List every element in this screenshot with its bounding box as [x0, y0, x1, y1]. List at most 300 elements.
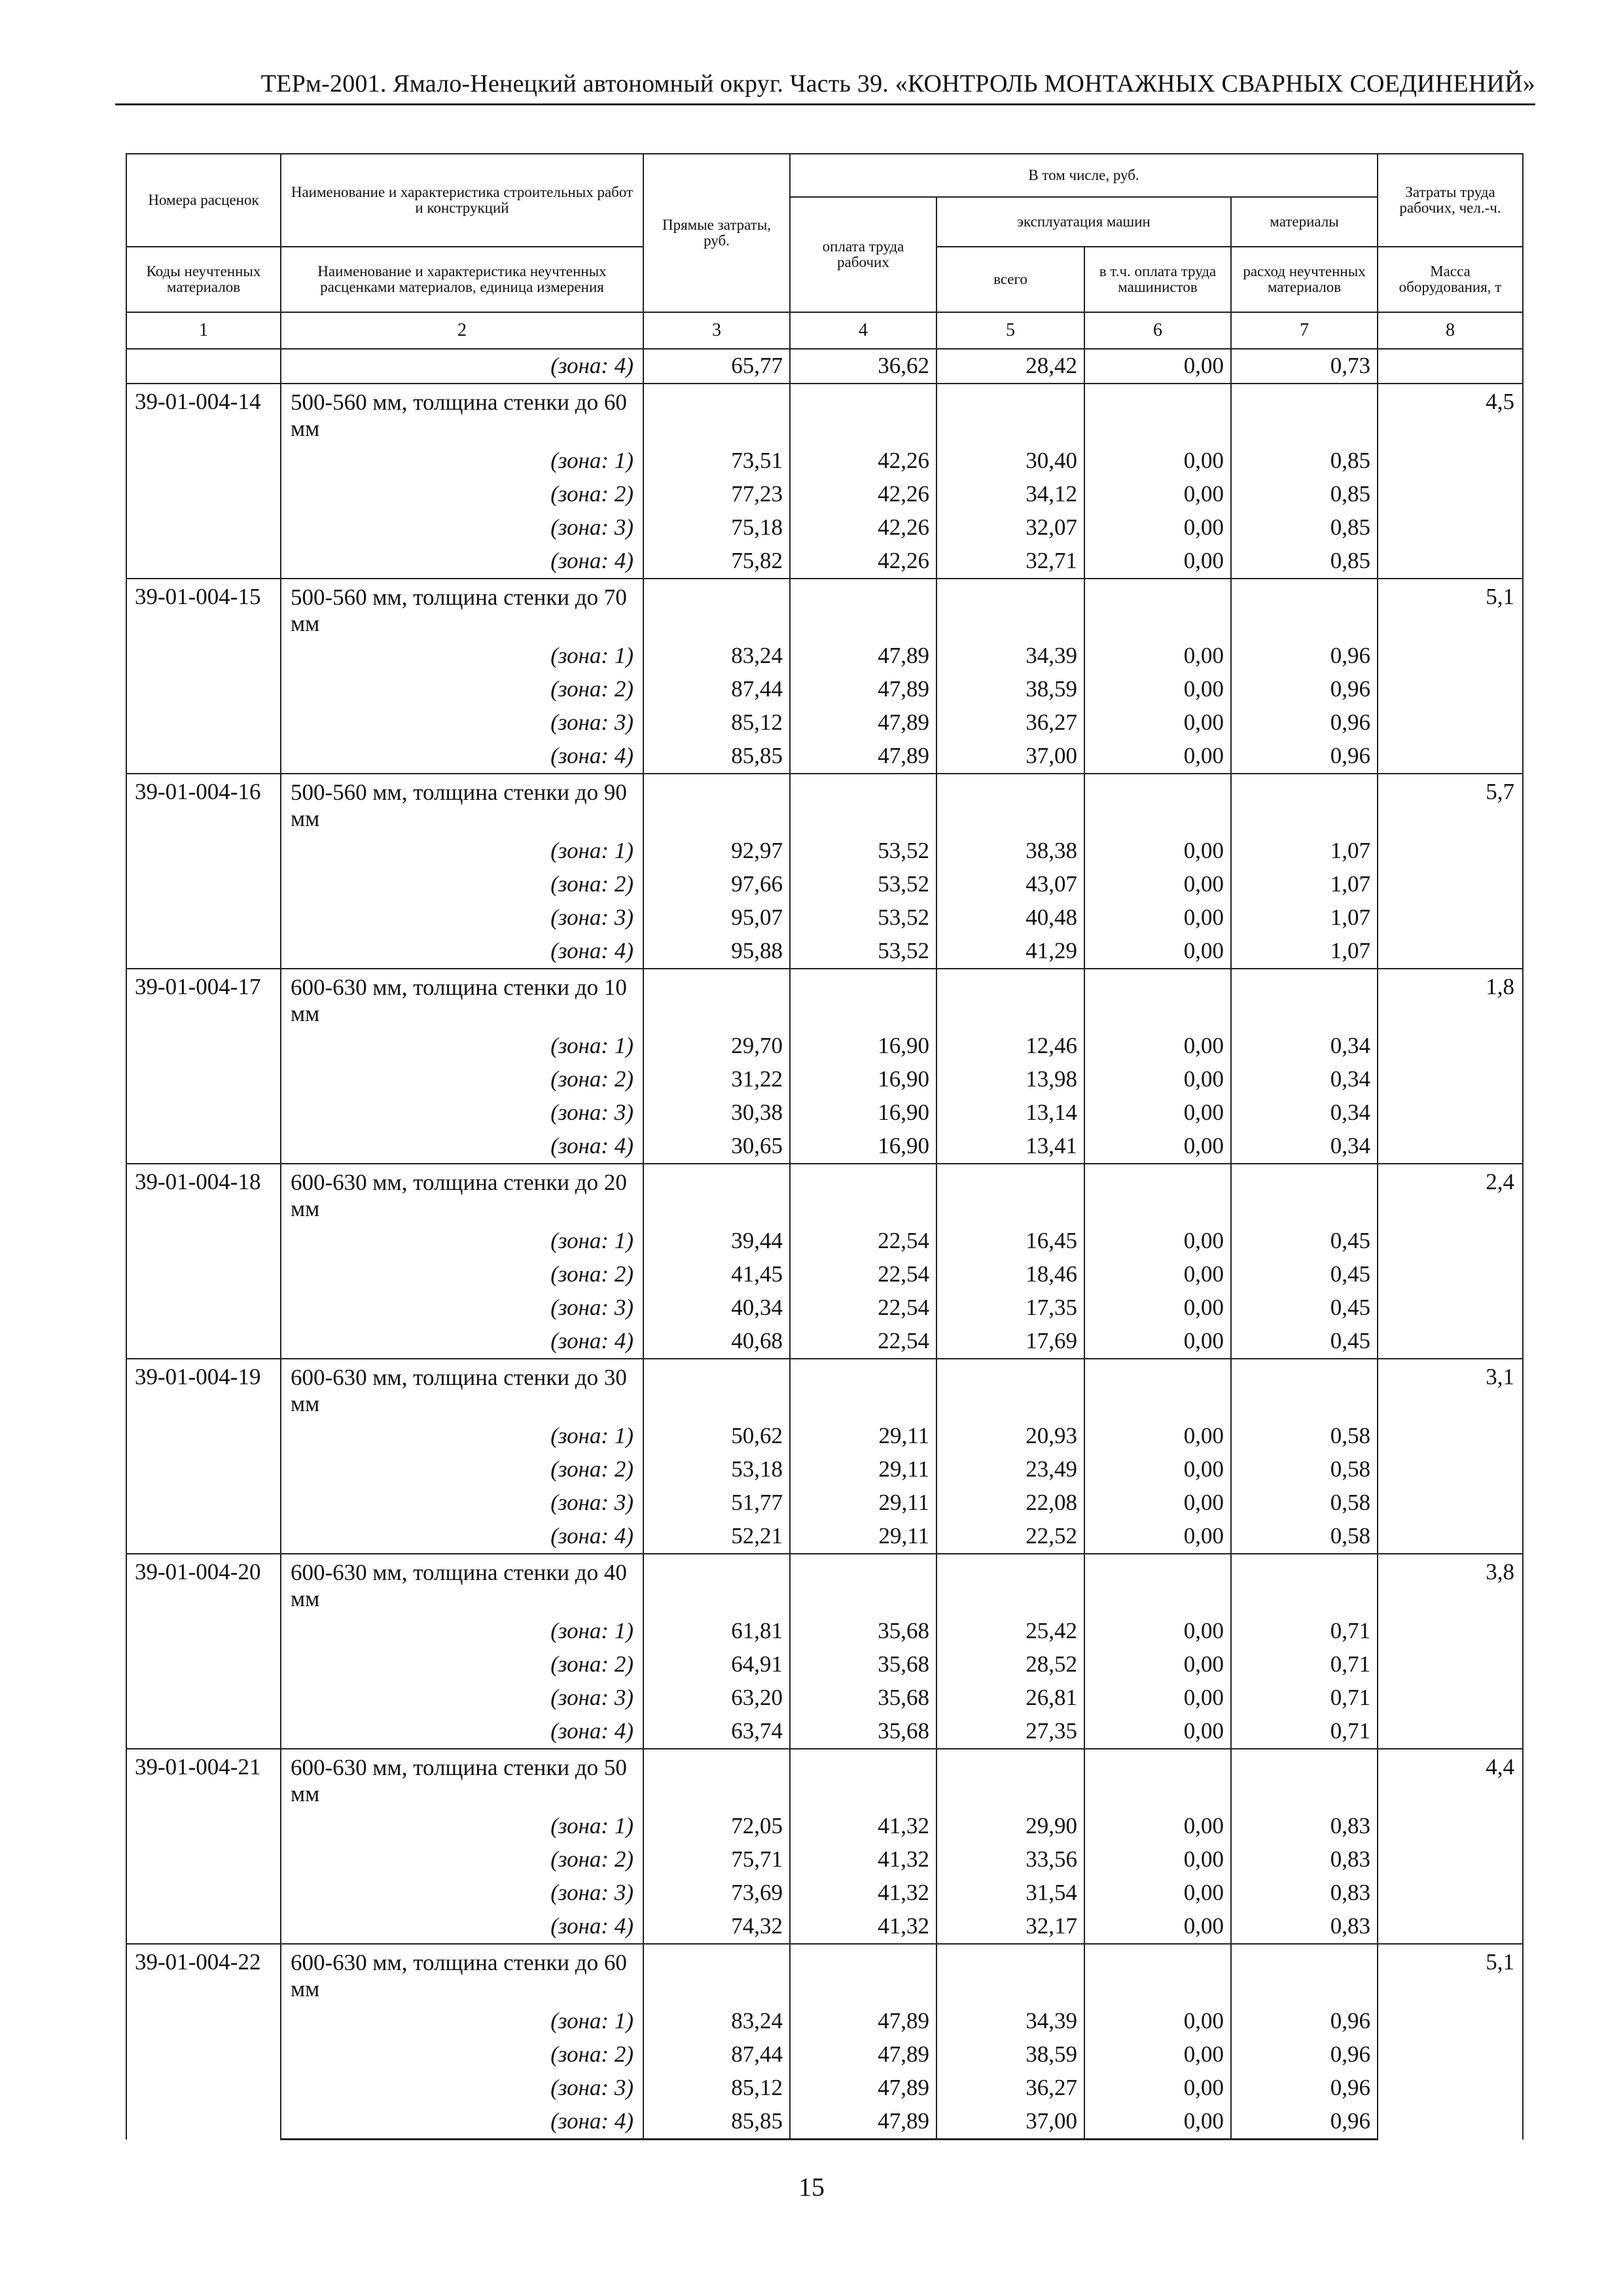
direct-costs-value: 51,77	[643, 1486, 790, 1520]
worker-pay-value: 53,52	[790, 868, 936, 901]
machinist-pay-value: 0,00	[1084, 1715, 1231, 1749]
materials-value: 0,83	[1231, 1876, 1378, 1910]
direct-costs-value: 40,68	[643, 1325, 790, 1359]
empty-cell	[790, 384, 936, 444]
rate-code: 39-01-004-19	[126, 1359, 281, 1554]
carryover-block	[126, 349, 1523, 384]
direct-costs-value: 95,07	[643, 901, 790, 935]
worker-pay-value: 41,32	[790, 1810, 936, 1843]
zone-label: (зона: 4)	[281, 1715, 643, 1749]
worker-pay-value: 22,54	[790, 1325, 936, 1359]
header-material-name: Наименование и характеристика неучтенных расценками материалов, единица измерения	[281, 247, 643, 312]
machine-total-value: 17,35	[936, 1291, 1084, 1325]
machine-total-value: 12,46	[936, 1030, 1084, 1063]
zone-row	[126, 1486, 1523, 1520]
machinist-pay-value: 0,00	[1084, 2072, 1231, 2105]
worker-pay-value: 29,11	[790, 1520, 936, 1554]
zone-row	[126, 545, 1523, 579]
labor-costs-value: 4,4	[1378, 1749, 1523, 1944]
machinist-pay-value: 0,00	[1084, 1453, 1231, 1486]
direct-costs-value: 30,38	[643, 1096, 790, 1130]
worker-pay-value: 22,54	[790, 1258, 936, 1291]
empty-cell	[643, 1749, 790, 1810]
labor-costs-value: 5,7	[1378, 774, 1523, 969]
empty-cell	[1231, 774, 1378, 834]
machine-total-value: 27,35	[936, 1715, 1084, 1749]
direct-costs-value: 87,44	[643, 673, 790, 706]
machinist-pay-value: 0,00	[1084, 1648, 1231, 1681]
worker-pay-value: 35,68	[790, 1681, 936, 1715]
empty-cell	[1231, 1944, 1378, 2005]
rate-name: 500-560 мм, толщина стенки до 60 мм	[281, 384, 643, 444]
worker-pay-value: 53,52	[790, 901, 936, 935]
empty-cell	[643, 384, 790, 444]
zone-label: (зона: 1)	[281, 1030, 643, 1063]
machinist-pay-value: 0,00	[1084, 2105, 1231, 2140]
header-machine-total: всего	[936, 247, 1084, 312]
direct-costs-value: 75,71	[643, 1843, 790, 1876]
header-equipment-mass: Масса оборудования, т	[1378, 247, 1523, 312]
worker-pay-value: 29,11	[790, 1420, 936, 1453]
materials-value: 0,34	[1231, 1096, 1378, 1130]
direct-costs-value: 95,88	[643, 935, 790, 969]
rate-title-row	[126, 1749, 1523, 1810]
header-rate-numbers: Номера расценок	[126, 154, 281, 247]
materials-value: 0,45	[1231, 1291, 1378, 1325]
column-number: 5	[936, 312, 1084, 349]
header-unaccounted-materials: расход неучтенных материалов	[1231, 247, 1378, 312]
materials-value: 0,83	[1231, 1810, 1378, 1843]
zone-label: (зона: 4)	[281, 1520, 643, 1554]
machine-total-value: 34,39	[936, 2005, 1084, 2038]
rates-table	[126, 153, 1524, 2140]
rate-title-row	[126, 579, 1523, 639]
header-work-name: Наименование и характеристика строительных работ и конструкций	[281, 154, 643, 247]
materials-value: 1,07	[1231, 868, 1378, 901]
materials-value: 0,58	[1231, 1453, 1378, 1486]
rate-title-row	[126, 1164, 1523, 1225]
direct-costs-value: 83,24	[643, 2005, 790, 2038]
zone-row	[126, 1130, 1523, 1164]
labor-costs-value: 3,1	[1378, 1359, 1523, 1554]
empty-cell	[1084, 1749, 1231, 1810]
zone-label: (зона: 4)	[281, 545, 643, 579]
materials-value: 0,96	[1231, 2105, 1378, 2140]
empty-cell	[936, 1749, 1084, 1810]
zone-row	[126, 444, 1523, 478]
worker-pay-value: 16,90	[790, 1096, 936, 1130]
zone-row	[126, 1715, 1523, 1749]
direct-costs-value: 85,85	[643, 2105, 790, 2140]
zone-label: (зона: 3)	[281, 1876, 643, 1910]
machinist-pay-value: 0,00	[1084, 639, 1231, 673]
empty-cell	[936, 774, 1084, 834]
machine-total-value: 32,71	[936, 545, 1084, 579]
empty-cell	[1231, 1359, 1378, 1420]
machine-total-value: 36,27	[936, 2072, 1084, 2105]
direct-costs-value: 61,81	[643, 1615, 790, 1648]
machinist-pay-value: 0,00	[1084, 1225, 1231, 1258]
rate-entry	[126, 1164, 1523, 1359]
zone-label: (зона: 1)	[281, 1810, 643, 1843]
direct-costs-value: 85,85	[643, 740, 790, 774]
rate-entry	[126, 1749, 1523, 1944]
machine-total-value: 38,38	[936, 834, 1084, 868]
machine-total-value: 32,07	[936, 511, 1084, 545]
zone-row	[126, 673, 1523, 706]
machine-total-value: 30,40	[936, 444, 1084, 478]
rate-title-row	[126, 969, 1523, 1030]
machinist-pay-value: 0,00	[1084, 673, 1231, 706]
worker-pay-value: 42,26	[790, 545, 936, 579]
empty-cell	[790, 1554, 936, 1615]
empty-cell	[936, 579, 1084, 639]
direct-costs-value: 73,69	[643, 1876, 790, 1910]
worker-pay-value: 16,90	[790, 1030, 936, 1063]
worker-pay-value: 47,89	[790, 639, 936, 673]
machinist-pay-value: 0,00	[1084, 706, 1231, 740]
worker-pay-value: 42,26	[790, 511, 936, 545]
header-direct-costs: Прямые затраты, руб.	[643, 154, 790, 312]
machine-total-value: 43,07	[936, 868, 1084, 901]
zone-label: (зона: 3)	[281, 1291, 643, 1325]
zone-label: (зона: 2)	[281, 1258, 643, 1291]
machinist-pay-value: 0,00	[1084, 1843, 1231, 1876]
zone-label: (зона: 4)	[281, 1910, 643, 1944]
machinist-pay-value: 0,00	[1084, 478, 1231, 511]
materials-value: 0,83	[1231, 1843, 1378, 1876]
direct-costs-value: 85,12	[643, 2072, 790, 2105]
worker-pay-value: 29,11	[790, 1453, 936, 1486]
zone-row	[126, 2038, 1523, 2072]
machinist-pay-value: 0,00	[1084, 1030, 1231, 1063]
worker-pay-value: 42,26	[790, 478, 936, 511]
labor-costs-value: 1,8	[1378, 969, 1523, 1164]
rate-title-row	[126, 1359, 1523, 1420]
zone-row	[126, 1843, 1523, 1876]
rate-code: 39-01-004-14	[126, 384, 281, 579]
rate-name: 600-630 мм, толщина стенки до 40 мм	[281, 1554, 643, 1615]
machinist-pay-value: 0,00	[1084, 1325, 1231, 1359]
materials-value: 0,58	[1231, 1420, 1378, 1453]
zone-row	[126, 740, 1523, 774]
machinist-pay-value: 0,00	[1084, 868, 1231, 901]
machine-total-value: 36,27	[936, 706, 1084, 740]
rate-title-row	[126, 774, 1523, 834]
worker-pay-value: 47,89	[790, 673, 936, 706]
rate-code: 39-01-004-20	[126, 1554, 281, 1749]
machinist-pay-value: 0,00	[1084, 1910, 1231, 1944]
empty-cell	[643, 774, 790, 834]
direct-costs-value: 64,91	[643, 1648, 790, 1681]
machinist-pay-value: 0,00	[1084, 1130, 1231, 1164]
machinist-pay-value: 0,00	[1084, 1291, 1231, 1325]
empty-cell	[936, 1359, 1084, 1420]
worker-pay-value: 36,62	[790, 349, 936, 384]
machine-total-value: 32,17	[936, 1910, 1084, 1944]
materials-value: 0,85	[1231, 511, 1378, 545]
zone-label: (зона: 1)	[281, 444, 643, 478]
worker-pay-value: 41,32	[790, 1910, 936, 1944]
direct-costs-value: 77,23	[643, 478, 790, 511]
zone-row	[126, 511, 1523, 545]
empty-cell	[643, 969, 790, 1030]
machinist-pay-value: 0,00	[1084, 349, 1231, 384]
column-number: 2	[281, 312, 643, 349]
machine-total-value: 28,52	[936, 1648, 1084, 1681]
rate-entry	[126, 1554, 1523, 1749]
header-material-codes: Коды неучтенных материалов	[126, 247, 281, 312]
machine-total-value: 33,56	[936, 1843, 1084, 1876]
direct-costs-value: 97,66	[643, 868, 790, 901]
zone-row	[126, 1810, 1523, 1843]
materials-value: 0,85	[1231, 478, 1378, 511]
direct-costs-value: 52,21	[643, 1520, 790, 1554]
empty-cell	[1084, 1554, 1231, 1615]
rate-name: 600-630 мм, толщина стенки до 50 мм	[281, 1749, 643, 1810]
worker-pay-value: 29,11	[790, 1486, 936, 1520]
rate-name: 600-630 мм, толщина стенки до 30 мм	[281, 1359, 643, 1420]
empty-cell	[1231, 1749, 1378, 1810]
zone-row	[126, 1681, 1523, 1715]
rate-name: 600-630 мм, толщина стенки до 20 мм	[281, 1164, 643, 1225]
zone-label: (зона: 3)	[281, 901, 643, 935]
direct-costs-value: 65,77	[643, 349, 790, 384]
materials-value: 0,71	[1231, 1681, 1378, 1715]
materials-value: 0,96	[1231, 673, 1378, 706]
zone-label: (зона: 3)	[281, 2072, 643, 2105]
machinist-pay-value: 0,00	[1084, 1486, 1231, 1520]
zone-row	[126, 1420, 1523, 1453]
materials-value: 0,96	[1231, 2072, 1378, 2105]
materials-value: 0,58	[1231, 1520, 1378, 1554]
empty-cell	[790, 1164, 936, 1225]
empty-cell	[1084, 1359, 1231, 1420]
worker-pay-value: 47,89	[790, 2038, 936, 2072]
zone-label: (зона: 4)	[281, 349, 643, 384]
empty-cell	[1231, 384, 1378, 444]
table-header	[126, 154, 1523, 349]
direct-costs-value: 85,12	[643, 706, 790, 740]
rate-entry	[126, 1359, 1523, 1554]
rate-code: 39-01-004-22	[126, 1944, 281, 2140]
empty-cell	[1084, 774, 1231, 834]
empty-cell	[1231, 1554, 1378, 1615]
worker-pay-value: 35,68	[790, 1615, 936, 1648]
zone-row	[126, 1876, 1523, 1910]
empty-cell	[790, 1359, 936, 1420]
zone-row	[126, 639, 1523, 673]
column-number: 4	[790, 312, 936, 349]
header-labor-costs: Затраты труда рабочих, чел.-ч.	[1378, 154, 1523, 247]
machinist-pay-value: 0,00	[1084, 444, 1231, 478]
zone-label: (зона: 1)	[281, 2005, 643, 2038]
materials-value: 1,07	[1231, 935, 1378, 969]
machine-total-value: 38,59	[936, 673, 1084, 706]
zone-label: (зона: 2)	[281, 673, 643, 706]
machinist-pay-value: 0,00	[1084, 511, 1231, 545]
empty-cell	[936, 969, 1084, 1030]
materials-value: 0,85	[1231, 545, 1378, 579]
zone-label: (зона: 1)	[281, 834, 643, 868]
zone-row	[126, 935, 1523, 969]
machinist-pay-value: 0,00	[1084, 740, 1231, 774]
zone-row	[126, 2005, 1523, 2038]
materials-value: 0,96	[1231, 2038, 1378, 2072]
worker-pay-value: 41,32	[790, 1843, 936, 1876]
empty-cell	[1084, 1164, 1231, 1225]
materials-value: 0,45	[1231, 1225, 1378, 1258]
materials-value: 0,83	[1231, 1910, 1378, 1944]
rate-title-row	[126, 384, 1523, 444]
column-number: 6	[1084, 312, 1231, 349]
column-number: 7	[1231, 312, 1378, 349]
machine-total-value: 22,52	[936, 1520, 1084, 1554]
worker-pay-value: 47,89	[790, 706, 936, 740]
rate-code-cell	[126, 349, 281, 384]
zone-row	[126, 1910, 1523, 1944]
machinist-pay-value: 0,00	[1084, 1876, 1231, 1910]
machine-total-value: 40,48	[936, 901, 1084, 935]
zone-row	[126, 2072, 1523, 2105]
worker-pay-value: 16,90	[790, 1063, 936, 1096]
zone-row	[126, 1030, 1523, 1063]
direct-costs-value: 31,22	[643, 1063, 790, 1096]
machinist-pay-value: 0,00	[1084, 1810, 1231, 1843]
machine-total-value: 25,42	[936, 1615, 1084, 1648]
materials-value: 0,96	[1231, 639, 1378, 673]
materials-value: 0,71	[1231, 1648, 1378, 1681]
worker-pay-value: 16,90	[790, 1130, 936, 1164]
empty-cell	[936, 1554, 1084, 1615]
machinist-pay-value: 0,00	[1084, 2038, 1231, 2072]
header-machinist-pay: в т.ч. оплата труда машинистов	[1084, 247, 1231, 312]
direct-costs-value: 41,45	[643, 1258, 790, 1291]
empty-cell	[1084, 969, 1231, 1030]
worker-pay-value: 47,89	[790, 2005, 936, 2038]
zone-row	[126, 1520, 1523, 1554]
rate-entry	[126, 384, 1523, 579]
labor-costs-value: 5,1	[1378, 1944, 1523, 2140]
rate-name: 600-630 мм, толщина стенки до 60 мм	[281, 1944, 643, 2005]
machinist-pay-value: 0,00	[1084, 1096, 1231, 1130]
machine-total-value: 16,45	[936, 1225, 1084, 1258]
direct-costs-value: 74,32	[643, 1910, 790, 1944]
direct-costs-value: 40,34	[643, 1291, 790, 1325]
zone-row	[126, 478, 1523, 511]
rate-title-row	[126, 1554, 1523, 1615]
zone-label: (зона: 4)	[281, 740, 643, 774]
machine-total-value: 34,39	[936, 639, 1084, 673]
rate-entry	[126, 579, 1523, 774]
header-including: В том числе, руб.	[790, 154, 1378, 197]
machinist-pay-value: 0,00	[1084, 1520, 1231, 1554]
direct-costs-value: 53,18	[643, 1453, 790, 1486]
materials-value: 0,34	[1231, 1030, 1378, 1063]
materials-value: 0,85	[1231, 444, 1378, 478]
empty-cell	[790, 969, 936, 1030]
zone-label: (зона: 2)	[281, 1843, 643, 1876]
labor-costs-value: 4,5	[1378, 384, 1523, 579]
materials-value: 0,45	[1231, 1325, 1378, 1359]
empty-cell	[790, 1749, 936, 1810]
empty-cell	[1084, 579, 1231, 639]
zone-label: (зона: 2)	[281, 1648, 643, 1681]
header-worker-pay: оплата труда рабочих	[790, 197, 936, 312]
rate-code: 39-01-004-16	[126, 774, 281, 969]
empty-cell	[643, 1554, 790, 1615]
empty-cell	[790, 579, 936, 639]
empty-cell	[936, 1944, 1084, 2005]
empty-cell	[1084, 1944, 1231, 2005]
materials-value: 0,96	[1231, 740, 1378, 774]
machine-total-value: 18,46	[936, 1258, 1084, 1291]
rate-entry	[126, 1944, 1523, 2140]
zone-label: (зона: 2)	[281, 1453, 643, 1486]
direct-costs-value: 50,62	[643, 1420, 790, 1453]
zone-label: (зона: 1)	[281, 639, 643, 673]
empty-cell	[643, 1359, 790, 1420]
worker-pay-value: 35,68	[790, 1715, 936, 1749]
rate-code: 39-01-004-15	[126, 579, 281, 774]
zone-label: (зона: 4)	[281, 935, 643, 969]
machinist-pay-value: 0,00	[1084, 2005, 1231, 2038]
worker-pay-value: 41,32	[790, 1876, 936, 1910]
rate-entry	[126, 774, 1523, 969]
rate-code: 39-01-004-18	[126, 1164, 281, 1359]
direct-costs-value: 39,44	[643, 1225, 790, 1258]
direct-costs-value: 30,65	[643, 1130, 790, 1164]
machine-total-value: 13,41	[936, 1130, 1084, 1164]
zone-row	[126, 706, 1523, 740]
materials-value: 1,07	[1231, 901, 1378, 935]
rate-code: 39-01-004-21	[126, 1749, 281, 1944]
machine-total-value: 37,00	[936, 740, 1084, 774]
machinist-pay-value: 0,00	[1084, 1420, 1231, 1453]
empty-cell	[790, 1944, 936, 2005]
zone-label: (зона: 2)	[281, 1063, 643, 1096]
materials-value: 0,96	[1231, 2005, 1378, 2038]
zone-row	[126, 901, 1523, 935]
machinist-pay-value: 0,00	[1084, 545, 1231, 579]
direct-costs-value: 73,51	[643, 444, 790, 478]
labor-cell	[1378, 349, 1523, 384]
labor-costs-value: 5,1	[1378, 579, 1523, 774]
machine-total-value: 38,59	[936, 2038, 1084, 2072]
machine-total-value: 23,49	[936, 1453, 1084, 1486]
labor-costs-value: 3,8	[1378, 1554, 1523, 1749]
zone-label: (зона: 4)	[281, 1325, 643, 1359]
materials-value: 1,07	[1231, 834, 1378, 868]
materials-value: 0,34	[1231, 1130, 1378, 1164]
machine-total-value: 26,81	[936, 1681, 1084, 1715]
zone-label: (зона: 2)	[281, 2038, 643, 2072]
machinist-pay-value: 0,00	[1084, 935, 1231, 969]
rate-name: 500-560 мм, толщина стенки до 70 мм	[281, 579, 643, 639]
zone-label: (зона: 1)	[281, 1420, 643, 1453]
machine-total-value: 34,12	[936, 478, 1084, 511]
worker-pay-value: 53,52	[790, 935, 936, 969]
header-materials: материалы	[1231, 197, 1378, 247]
worker-pay-value: 22,54	[790, 1291, 936, 1325]
zone-row	[126, 2105, 1523, 2140]
empty-cell	[643, 579, 790, 639]
worker-pay-value: 47,89	[790, 740, 936, 774]
column-number: 3	[643, 312, 790, 349]
header-rule	[115, 103, 1535, 105]
zone-label: (зона: 2)	[281, 868, 643, 901]
machine-total-value: 13,98	[936, 1063, 1084, 1096]
